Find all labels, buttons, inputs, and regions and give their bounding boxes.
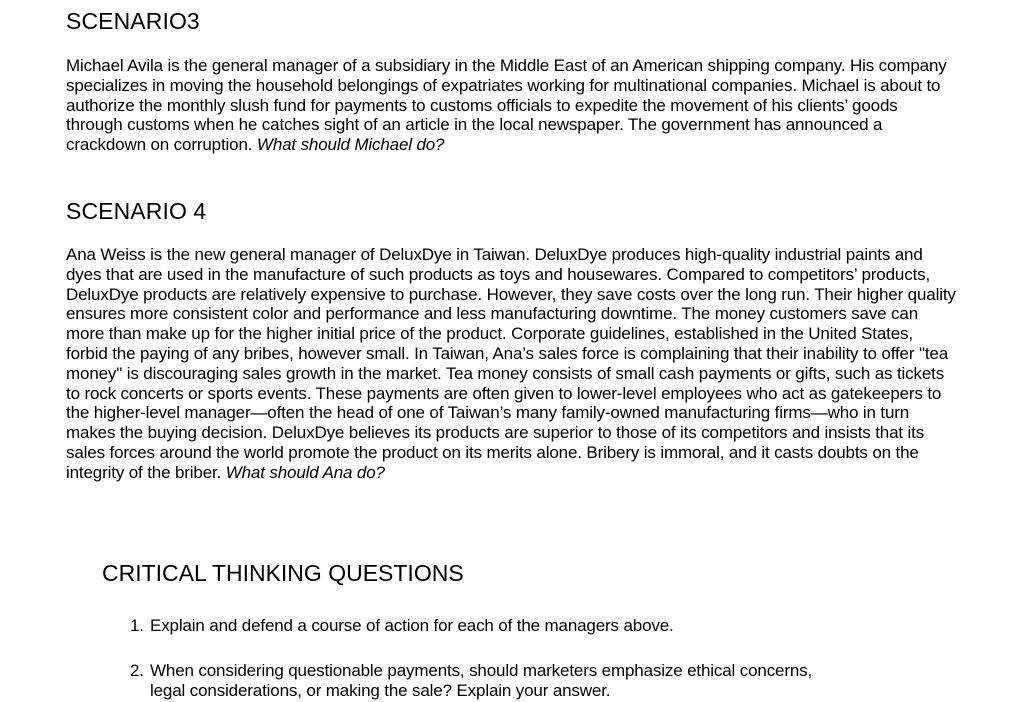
scenario3-paragraph	[66, 56, 956, 155]
question-item-1	[130, 616, 850, 636]
scenario4-paragraph	[66, 245, 956, 483]
scenario4-question: What should Ana do?	[225, 462, 385, 482]
scenario4-body: Ana Weiss is the new general manager of DeluxDye in Taiwan. DeluxDye produces high-quality industrial paints and dyes that are used in the manufacture of such products as toys and housewares. Compared to competitors’ products, DeluxDye products are relatively expensive to purchase. However, they save costs over the long run. Their higher quality ensures more consistent color and performance and less manufacturing downtime. The money customers save can more than make up for the higher initial price of the product. Corporate guidelines, established in the United States, forbid the paying of any bribes, however small. In Taiwan, Ana’s sales force is complaining that their inability to offer "tea money" is discouraging sales growth in the market. Tea money consists of small cash payments or gifts, such as tickets to rock concerts or sports events. These payments are often given to lower-level employees who act as gatekeepers to the higher-level manager—often the head of one of Taiwan’s many family-owned manufacturing firms—who in turn makes the buying decision. DeluxDye believes its products are superior to those of its competitors and insists that its sales forces around the world promote the product on its merits alone. Bribery is immoral, and it casts doubts on the integrity of the briber.	[66, 245, 956, 482]
scenario4-heading: SCENARIO 4	[66, 198, 207, 224]
question-number: 1.	[130, 616, 144, 635]
critical-thinking-heading: CRITICAL THINKING QUESTIONS	[102, 560, 464, 586]
question-text: When considering questionable payments, should marketers emphasize ethical concerns, legal considerations, or making the sale? Explain your answer.	[150, 661, 813, 700]
scenario3-heading: SCENARIO3	[66, 8, 200, 34]
question-item-2	[130, 661, 850, 701]
scenario3-body: Michael Avila is the general manager of a subsidiary in the Middle East of an American shipping company. His company specializes in moving the household belongings of expatriates working for multinational companies. Michael is about to authorize the monthly slush fund for payments to customs officials to expedite the movement of his clients’ goods through customs when he catches sight of an article in the local newspaper. The government has announced a crackdown on corruption.	[66, 56, 947, 155]
question-text: Explain and defend a course of action for each of the managers above.	[150, 616, 674, 635]
scenario3-question: What should Michael do?	[256, 135, 445, 155]
question-number: 2.	[130, 661, 144, 680]
